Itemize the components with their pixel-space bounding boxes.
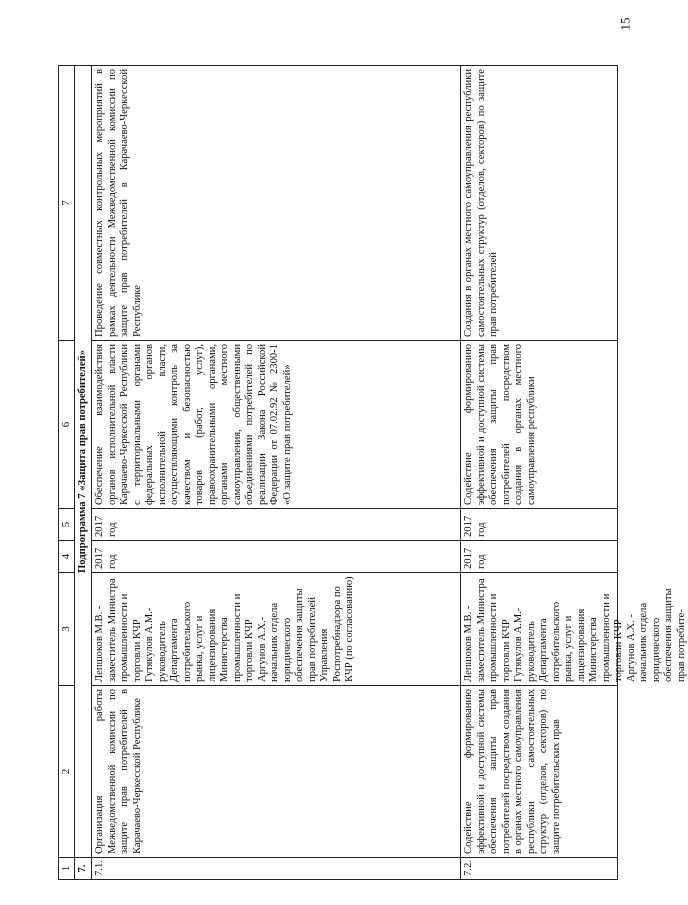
executor: Аргунов А.Х. - начальник отдела юридического обеспечения защиты прав потребите- [625,588,687,682]
executor: Лепшоков М.В. - заместитель Министра промышленности и торговли КЧР [94,578,143,682]
subprogram-title: Подпрограмма 7 «Защита прав потребителей» [74,66,92,858]
executors-cell [92,573,461,686]
executor: Гутякулов А.М.- руководитель Департамента потребительского рынка, услуг и лицензирования Министерства промышленности и торговли КЧР [144,593,256,682]
expected-result: Содействие формированию эффективной и доступной системы обеспечения защиты прав потребителей посредством создания в органах местного самоуправления республики [461,341,618,509]
executor: Гутякулов А.М.- руководитель Департамента потребительского рынка, услуг и лицензирования Министерства промышленности и торговли КЧР [513,593,625,682]
subprogram-row [74,66,92,880]
end-year: 2017 год [92,509,461,541]
col-header-1: 1 [59,858,75,880]
main-activity: Проведение совместных контрольных мероприятий в рамках деятельности Межведомственной комиссии по защите прав потребителей в Карачаево-Черкесской Республике [92,66,461,341]
col-header-4: 4 [59,541,75,573]
measure-name: Организация работы Межведомственной комиссии по защите прав потребителей в Карачаево-Черкесской Республике [92,686,461,858]
executors-cell [461,573,687,686]
col-header-5: 5 [59,509,75,541]
subprogram-number: 7. [74,858,92,880]
rotated-table-container [58,65,687,880]
row-number: 7.2. [461,858,618,880]
end-year: 2017 год [461,509,618,541]
table-row [92,66,461,880]
col-header-7: 7 [59,66,75,341]
col-header-2: 2 [59,686,75,858]
row-number: 7.1. [92,858,461,880]
start-year: 2017 год [92,541,461,573]
col-header-3: 3 [59,573,75,686]
expected-result: Обеспечение взаимодействия органов исполнительной власти Карачаево-Черкесской Республики с территориальными органами федеральных органов исполнительной власти, осуществляющими контроль за качеством и безопасностью товаров (работ, услуг), правоохранительными органами, органами местного самоуправления, общественными объединениями потребителей по реализации Закона Российской Федерации от 07.02.92 № 2300-1 «О защите прав потребителей» [92,341,461,509]
main-activity: Создания в органах местного самоуправления республики самостоятельных структур (отделов, секторов) по защите прав потребителей [461,66,618,341]
page-number: 15 [617,17,633,31]
subprogram-table [58,65,687,880]
col-header-6: 6 [59,341,75,509]
table-row [461,66,618,880]
measure-name: Содействие формированию эффективной и доступной системы обеспечения защиты прав потребителей посредством создания в органах местного самоуправления республики самостоятельных структур (отделов, секторов) по защите потребительских прав [461,686,618,858]
executor: Аргунов А.Х.- начальник отдела юридического обеспечения защиты прав потребителей Управления Роспотребнадзора по КЧР (по согласованию) [256,576,356,682]
column-number-row [59,66,75,880]
start-year: 2017 год [461,541,618,573]
executor: Лепшоков М.В. - заместитель Министра промышленности и торговли КЧР [463,578,512,682]
